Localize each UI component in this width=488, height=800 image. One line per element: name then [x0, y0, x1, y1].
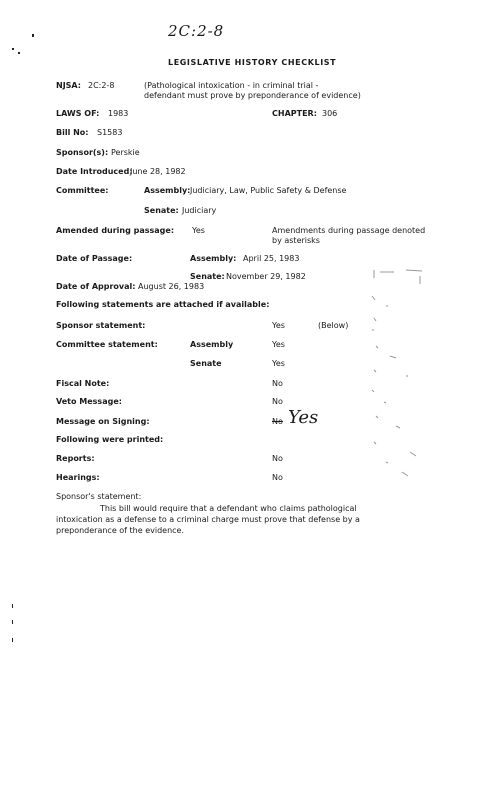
- following-attached-heading: Following statements are attached if available:: [56, 300, 270, 309]
- message-on-signing-label: Message on Signing:: [56, 417, 150, 426]
- amended-note-line2: by asterisks: [272, 236, 320, 245]
- hearings-value: No: [272, 473, 283, 482]
- handwritten-reference: 2C:2-8: [168, 22, 225, 40]
- sponsor-statement-value: Yes: [272, 321, 285, 330]
- njsa-description-line2: defendant must prove by preponderance of evidence): [144, 91, 361, 100]
- njsa-description-line1: (Pathological intoxication - in criminal trial -: [144, 81, 319, 90]
- laws-of-label: LAWS OF:: [56, 109, 100, 118]
- scan-mark: [18, 52, 20, 54]
- date-introduced-value: June 28, 1982: [130, 167, 186, 176]
- passage-label: Date of Passage:: [56, 254, 133, 263]
- committee-senate-value: Judiciary: [182, 206, 217, 215]
- sponsor-statement-label: Sponsor statement:: [56, 321, 146, 330]
- sponsor-label: Sponsor(s):: [56, 148, 109, 157]
- committee-statement-label: Committee statement:: [56, 340, 158, 349]
- message-on-signing-value-struck: No: [272, 417, 283, 426]
- message-on-signing-handwritten: Yes: [288, 407, 319, 428]
- sponsor-value: Perskie: [111, 148, 140, 157]
- bill-no-label: Bill No:: [56, 128, 89, 137]
- sponsors-statement-text: This bill would require that a defendant who claims pathological intoxication as a defense to a criminal charge must prove that defense by a preponderance of the evidence.: [56, 504, 360, 535]
- fiscal-note-label: Fiscal Note:: [56, 379, 110, 388]
- chapter-value: 306: [322, 109, 338, 118]
- approval-value: August 26, 1983: [138, 282, 205, 291]
- scan-mark: [12, 604, 13, 608]
- sponsor-statement-note: (Below): [318, 321, 349, 330]
- committee-statement-assembly-value: Yes: [272, 340, 285, 349]
- committee-statement-assembly-label: Assembly: [190, 340, 234, 349]
- passage-senate-label: Senate:: [190, 272, 225, 281]
- committee-assembly-value: Judiciary, Law, Public Safety & Defense: [190, 186, 347, 195]
- reports-label: Reports:: [56, 454, 95, 463]
- date-introduced-label: Date Introduced:: [56, 167, 133, 176]
- committee-assembly-label: Assembly:: [144, 186, 191, 195]
- passage-senate-value: November 29, 1982: [226, 272, 306, 281]
- njsa-label: NJSA:: [56, 81, 81, 90]
- scan-mark: [12, 48, 14, 50]
- document-title: LEGISLATIVE HISTORY CHECKLIST: [168, 58, 337, 67]
- scan-noise: [366, 266, 426, 486]
- committee-statement-senate-label: Senate: [190, 359, 222, 368]
- amended-label: Amended during passage:: [56, 226, 175, 235]
- fiscal-note-value: No: [272, 379, 283, 388]
- passage-assembly-value: April 25, 1983: [243, 254, 300, 263]
- njsa-value: 2C:2-8: [88, 81, 115, 90]
- hearings-label: Hearings:: [56, 473, 100, 482]
- veto-message-label: Veto Message:: [56, 397, 122, 406]
- scan-mark: [12, 638, 13, 642]
- scan-mark: [12, 620, 13, 624]
- committee-senate-label: Senate:: [144, 206, 179, 215]
- approval-label: Date of Approval:: [56, 282, 136, 291]
- committee-statement-senate-value: Yes: [272, 359, 285, 368]
- passage-assembly-label: Assembly:: [190, 254, 237, 263]
- sponsors-statement-heading: Sponsor's statement:: [56, 492, 142, 501]
- bill-no-value: S1583: [97, 128, 123, 137]
- amended-value: Yes: [192, 226, 205, 235]
- reports-value: No: [272, 454, 283, 463]
- committee-label: Committee:: [56, 186, 109, 195]
- amended-note-line1: Amendments during passage denoted: [272, 226, 426, 235]
- laws-of-value: 1983: [108, 109, 129, 118]
- veto-message-value: No: [272, 397, 283, 406]
- chapter-label: CHAPTER:: [272, 109, 317, 118]
- following-printed-heading: Following were printed:: [56, 435, 164, 444]
- scan-mark: [32, 34, 34, 37]
